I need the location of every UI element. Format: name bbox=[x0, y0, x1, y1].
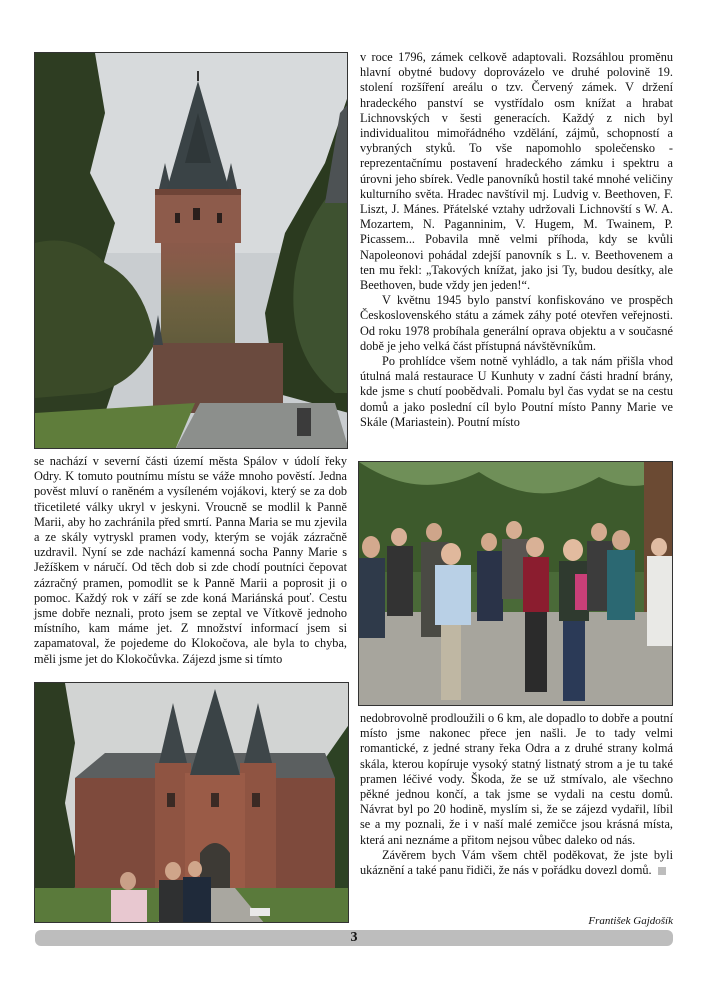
right-column-top-text bbox=[360, 50, 673, 430]
end-mark-icon bbox=[658, 867, 666, 875]
paragraph: v roce 1796, zámek celkově adaptovali. Rozsáhlou proměnu hlavní obytné budovy doprovázelo ve druhé polovině 19. stolení rozšíření areálu o tzv. Červený zámek. V držení hradeckého panství se vystřídalo osm knížat a hrabat Lichnovských v šesti generacích. Každý z nich byl individualitou mimořádného vzdělání, zájmů, schopností a vybraných styků. To vše napomohlo společensko - reprezentačnímu postavení hradeckého zámku i spektru a úrovni jeho sbírek. Vedle panovníků hostil také mnohé veličiny kulturního světa. Hradec navštívil mj. Ludvig v. Beethoven, F. Liszt, J. Mánes. Přátelské vztahy udržovali Lichnovští s W. A. Mozartem, N. Paganninim, V. Hugem, M. Twainem, P. Picassem... Pobavila mně velmi příhoda, kdy se kvůli Napoleonovi pohádal zdejší panovník s L. v. Beethovenem a ten mu řekl: „Takových knížat, jako jsi Ty, budou desítky, ale Beethoven, bude vždy jen jeden!“. bbox=[360, 50, 673, 293]
page-number: 3 bbox=[350, 930, 358, 945]
photo-castle-tower bbox=[34, 52, 348, 449]
paragraph: V květnu 1945 bylo panství konfiskováno ve prospěch Československého státu a zámek záhy poté otevřen veřejnosti. Od roku 1978 probíhala generální oprava objektu a v současné době je jeho velká část přístupná návštěvníkům. bbox=[360, 293, 673, 353]
castle-tower-illustration bbox=[35, 53, 348, 449]
right-column-bottom-text bbox=[360, 711, 673, 878]
photo-castle-gate bbox=[34, 682, 349, 923]
paragraph-closing bbox=[360, 848, 673, 878]
castle-gate-illustration bbox=[35, 683, 349, 923]
footer-bar bbox=[35, 930, 673, 946]
paragraph: Po prohlídce všem notně vyhládlo, a tak nám přišla vhod útulná malá restaurace U Kunhuty v zadní části hradní brány, kde jsme s chutí poobědvali. Pomalu byl čas vydat se na cestu domů a jako poslední cíl bylo Poutní místo Panny Marie ve Skále (Mariastein). Poutní místo bbox=[360, 354, 673, 429]
paragraph: se nachází v severní části území města Spálov v údolí řeky Odry. K tomuto poutnímu místu se váže mnoho pověstí. Jedna pověst mluví o raněném a vysíleném vojákovi, který se za dob třicetileté války ukryl v jeskyni. Vroucně se modlil k Panně Marii, aby ho zachránila před smrtí. Panna Maria se mu zjevila a ze skály vytryskl pramen vody, kterým se voják zázračně uzdravil. Nyní se zde nachází kamenná socha Panny Marie s Ježíškem v náručí. Od těch dob si zde chodí poutníci čepovat zázračný pramen, pomodlit se k Panně Marii a poprosit ji o pomoc. Každý rok v září se zde koná Mariánská pouť. Cestu jsme dobře neznali, proto jsem se zeptal ve Vítkově jednoho místního, kam máme jet. Z množství informací jsem si zapamatoval, že pojedeme do Klokočova, ale byla to chyba, měli jsme jet do Klokočůvka. Zájezd jsme si tímto bbox=[34, 454, 347, 666]
group-illustration bbox=[359, 462, 673, 706]
paragraph: nedobrovolně prodloužili o 6 km, ale dopadlo to dobře a poutní místo jsme nakonec přece jen našli. Je to tady velmi romantické, z jedné strany řeka Odra a z druhé strany kolmá skála, kterou kopíruje vysoký statný listnatý strom a je tu také pramen léčivé vody. Škoda, že se už stmívalo, ale všechno pěkné jednou končí, a tak jsme se vydali na cestu domů. Návrat byl po 20 hodině, myslím si, že se zájezd vydařil, líbil se a my poznali, že i v naší malé zemičce jsou krásná místa, která ani neznáme a přitom nejsou vůbec daleko od nás. bbox=[360, 711, 673, 847]
left-column-middle-text bbox=[34, 454, 347, 667]
author-signature: František Gajdošík bbox=[588, 915, 673, 927]
closing-text: Závěrem bych Vám všem chtěl poděkovat, že jste byli ukáznění a také panu řidiči, že nás v pořádku dovezl domů. bbox=[360, 847, 673, 878]
photo-group-of-visitors bbox=[358, 461, 673, 706]
